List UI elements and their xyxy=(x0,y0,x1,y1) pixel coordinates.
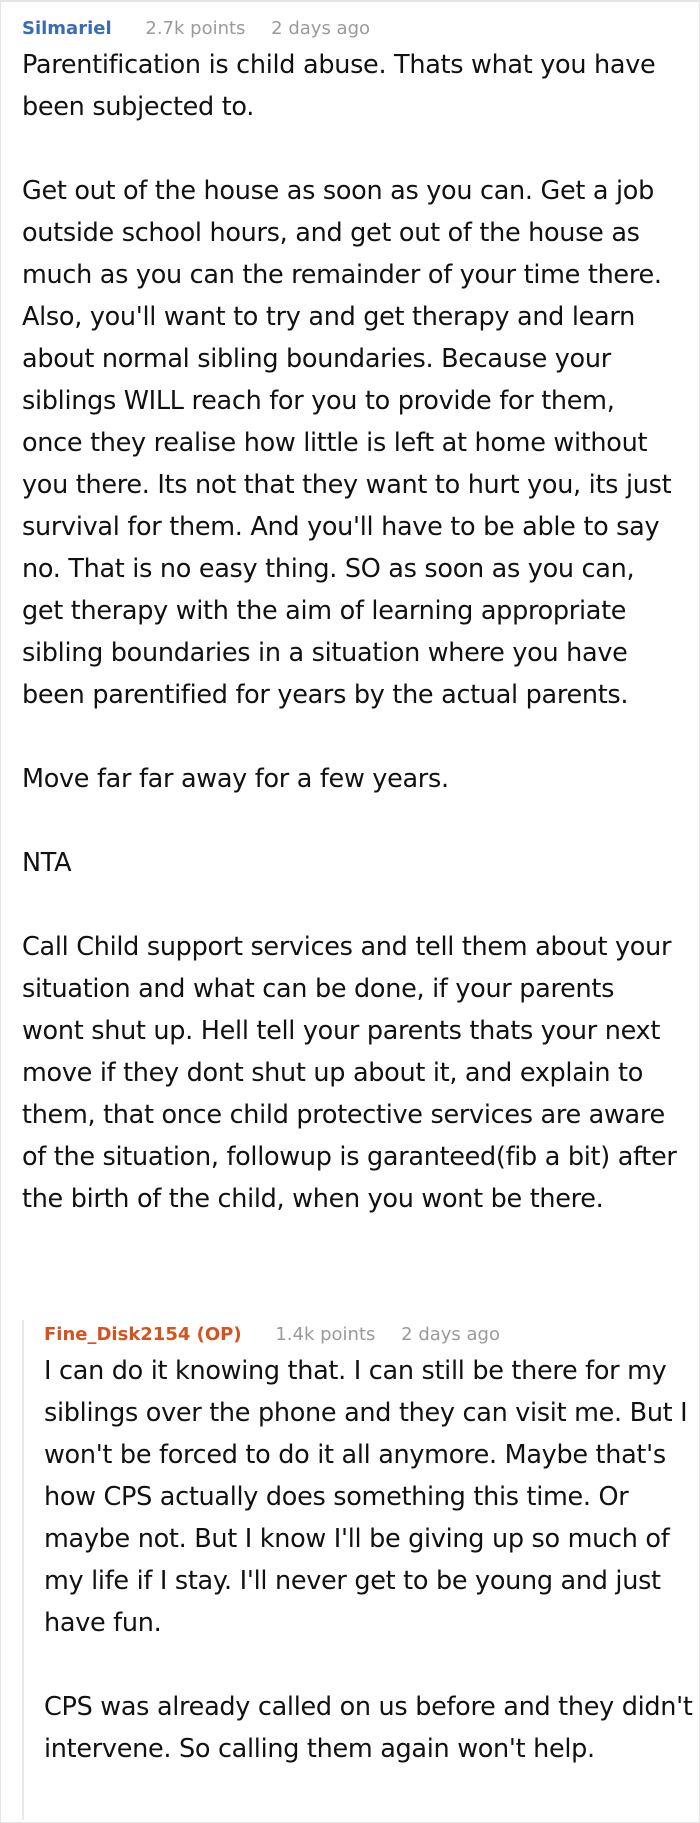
points: 1.4k points xyxy=(275,1324,376,1345)
comment xyxy=(22,14,682,1220)
paragraph: I can do it knowing that. I can still be there for my siblings over the phone and they can visit me. But I won't be forced to do it all anymore. Maybe that's how CPS actually does something this time. Or maybe not. But I know I'll be giving up so much of my life if I stay. I'll never get to be young and just have fun. xyxy=(44,1356,688,1638)
comment-body xyxy=(22,44,682,1220)
paragraph: Parentification is child abuse. Thats what you have been subjected to. xyxy=(22,50,656,122)
reply-body xyxy=(44,1350,700,1770)
points: 2.7k points xyxy=(145,18,246,39)
paragraph: CPS was already called on us before and they didn't intervene. So calling them again won't help. xyxy=(44,1692,693,1764)
timestamp: 2 days ago xyxy=(271,18,371,39)
paragraph: Move far far away for a few years. xyxy=(22,764,449,794)
paragraph: Get out of the house as soon as you can. Get a job outside school hours, and get out of the house as much as you can the remainder of your time there. Also, you'll want to try and get therapy and learn about normal sibling boundaries. Because your siblings WILL reach for you to provide for them, once they realise how little is left at home without you there. Its not that they want to hurt you, its just survival for them. And you'll have to be able to say no. That is no easy thing. SO as soon as you can, get therapy with the aim of learning appropriate sibling boundaries in a situation where you have been parentified for years by the actual parents. xyxy=(22,176,672,710)
comment-meta xyxy=(22,14,682,44)
paragraph: NTA xyxy=(22,848,72,878)
reply-comment xyxy=(22,1320,700,1820)
username-link[interactable]: Silmariel xyxy=(22,18,112,39)
timestamp: 2 days ago xyxy=(401,1324,500,1345)
paragraph: Call Child support services and tell them about your situation and what can be done, if your parents wont shut up. Hell tell your parents thats your next move if they dont shut up about it, and explain to them, that once child protective services are aware of the situation, followup is garanteed(fib a bit) after the birth of the child, when you wont be there. xyxy=(22,932,677,1214)
reply-meta xyxy=(44,1320,700,1350)
op-username-link[interactable]: Fine_Disk2154 (OP) xyxy=(44,1324,242,1345)
